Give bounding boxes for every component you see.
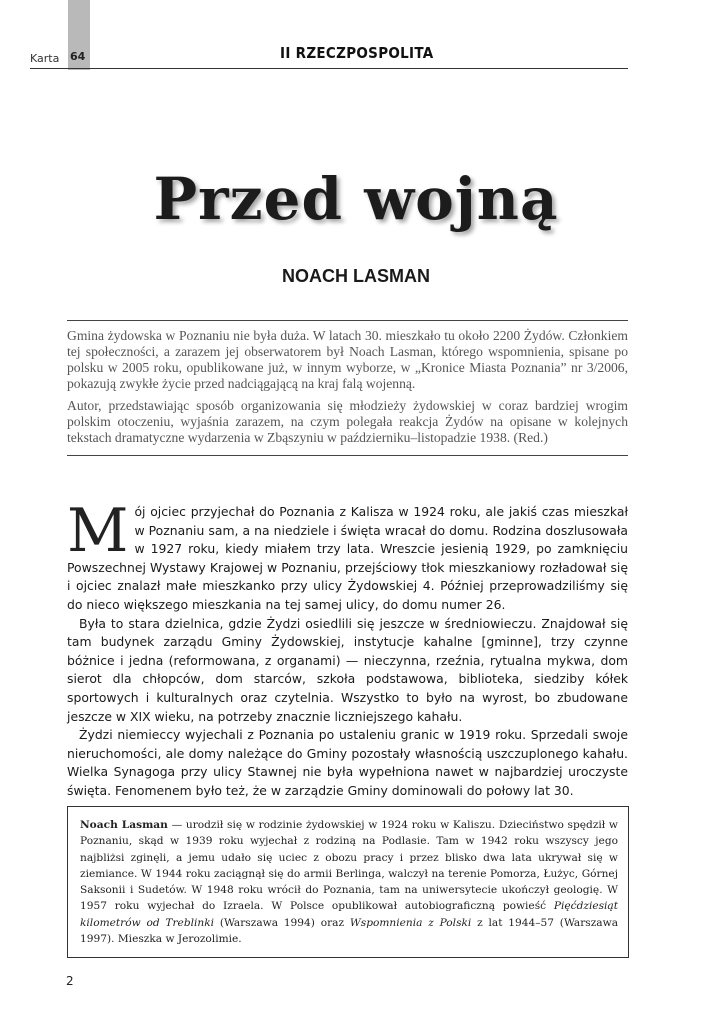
page-number: 2 <box>66 974 74 988</box>
author-bio-box <box>67 806 629 958</box>
karta-number: 64 <box>70 50 86 63</box>
drop-cap: M <box>67 496 129 566</box>
intro-paragraph: Gmina żydowska w Poznaniu nie była duża. W latach 30. mieszkało tu około 2200 Żydów. Członkiem tej społeczności, a zarazem jej obserwatorem był Noach Lasman, którego wspomnienia, spisane po polsku w 2005 roku, opublikowane już, w innym wyborze, w „Kronice Miasta Poznania” nr 3/2006, pokazują zwykłe życie przed nadciągającą na kraj falą wojenną. <box>67 328 628 391</box>
editorial-intro <box>67 320 628 456</box>
bio-text: (Warszawa 1994) oraz <box>214 916 350 929</box>
karta-label: Karta <box>30 52 60 65</box>
article-author: NOACH LASMAN <box>282 266 430 286</box>
bio-book-title: Wspomnienia z Polski <box>349 916 472 929</box>
running-header <box>30 44 628 69</box>
bio-text: z lat 1944–57 (Warszawa 1997). Mieszka w Jerozolimie. <box>80 916 619 946</box>
body-paragraph <box>67 496 628 615</box>
body-paragraph: Była to stara dzielnica, gdzie Żydzi osiedlili się jeszcze w średniowieczu. Znajdował się tam budynek zarządu Gminy Żydowskiej, instytucje kahalne [gminne], trzy czynne bóżnice i jedna (reformowana, z organami) — nieczynna, rzeźnia, rytualna mykwa, dom sierot dla chłopców, dom starców, szkoła podstawowa, biblioteka, siedziby kółek sportowych i kulturalnych oraz czytelnia. Wszystko to było na wyrost, bo zbudowane jeszcze w XIX wieku, na potrzeby znacznie liczniejszego kahału. <box>67 615 628 724</box>
body-paragraph-text: ój ojciec przyjechał do Poznania z Kalisza w 1924 roku, ale jakiś czas mieszkał w Poznaniu sam, a na niedziele i święta wracał do domu. Rodzina doszlusowała w 1927 roku, kiedy miałem trzy lata. Wreszcie jesienią 1929, po zamknięciu Powszechnej Wystawy Krajowej w Poznaniu, przejściowy tłok mieszkaniowy rozładował się i ojciec znalazł małe mieszkanko przy ulicy Żydowskiej 4. Później przeprowadziliśmy się do nieco większego mieszkania na tej samej ulicy, do domu numer 26. <box>67 504 628 612</box>
bio-text: — urodził się w rodzinie żydowskiej w 1924 roku w Kaliszu. Dzieciństwo spędził w Poznaniu, skąd w 1939 roku wyjechał z rodziną na Podlasie. Tam w 1942 roku wszyscy jego najbliżsi zginęli, a jemu udało się uciec z obozu pracy i przez blisko dwa lata ukrywał się w ziemiance. W 1944 roku zaciągnął się do armii Berlinga, walczył na terenie Pomorza, Łużyc, Górnej Saksonii i Sudetów. W 1948 roku wrócił do Poznania, tam na uniwersytecie ukończył geologię. W 1957 roku wyjechał do Izraela. W Polsce opublikował autobiograficzną powieść <box>80 819 618 913</box>
body-paragraph: Żydzi niemieccy wyjechali z Poznania po ustaleniu granic w 1919 roku. Sprzedali swoje nieruchomości, ale domy należące do Gminy pozostały własnością uszczuplonego kahału. Wielka Synagoga przy ulicy Stawnej nie była wypełniona nawet w najbardziej uroczyste święta. Fenomenem było też, że w zarządzie Gminy dominowali do połowy lat 30. <box>67 727 628 798</box>
section-title: II RZECZPOSPOLITA <box>280 44 434 62</box>
intro-paragraph: Autor, przedstawiając sposób organizowania się młodzieży żydowskiej w coraz bardziej wrogim polskim otoczeniu, wyjaśnia zarazem, na czym polegała reakcja Żydów na opisane w kolejnych tekstach dramatyczne wydarzenia w Zbąszyniu w październiku–listopadzie 1938. (Red.) <box>67 398 628 445</box>
article-body <box>67 496 628 801</box>
article-title: Przed wojną <box>153 165 559 233</box>
bio-name: Noach Lasman <box>80 819 168 831</box>
bio-book-title: Pięćdziesiąt kilometrów od Treblinki <box>80 900 618 929</box>
